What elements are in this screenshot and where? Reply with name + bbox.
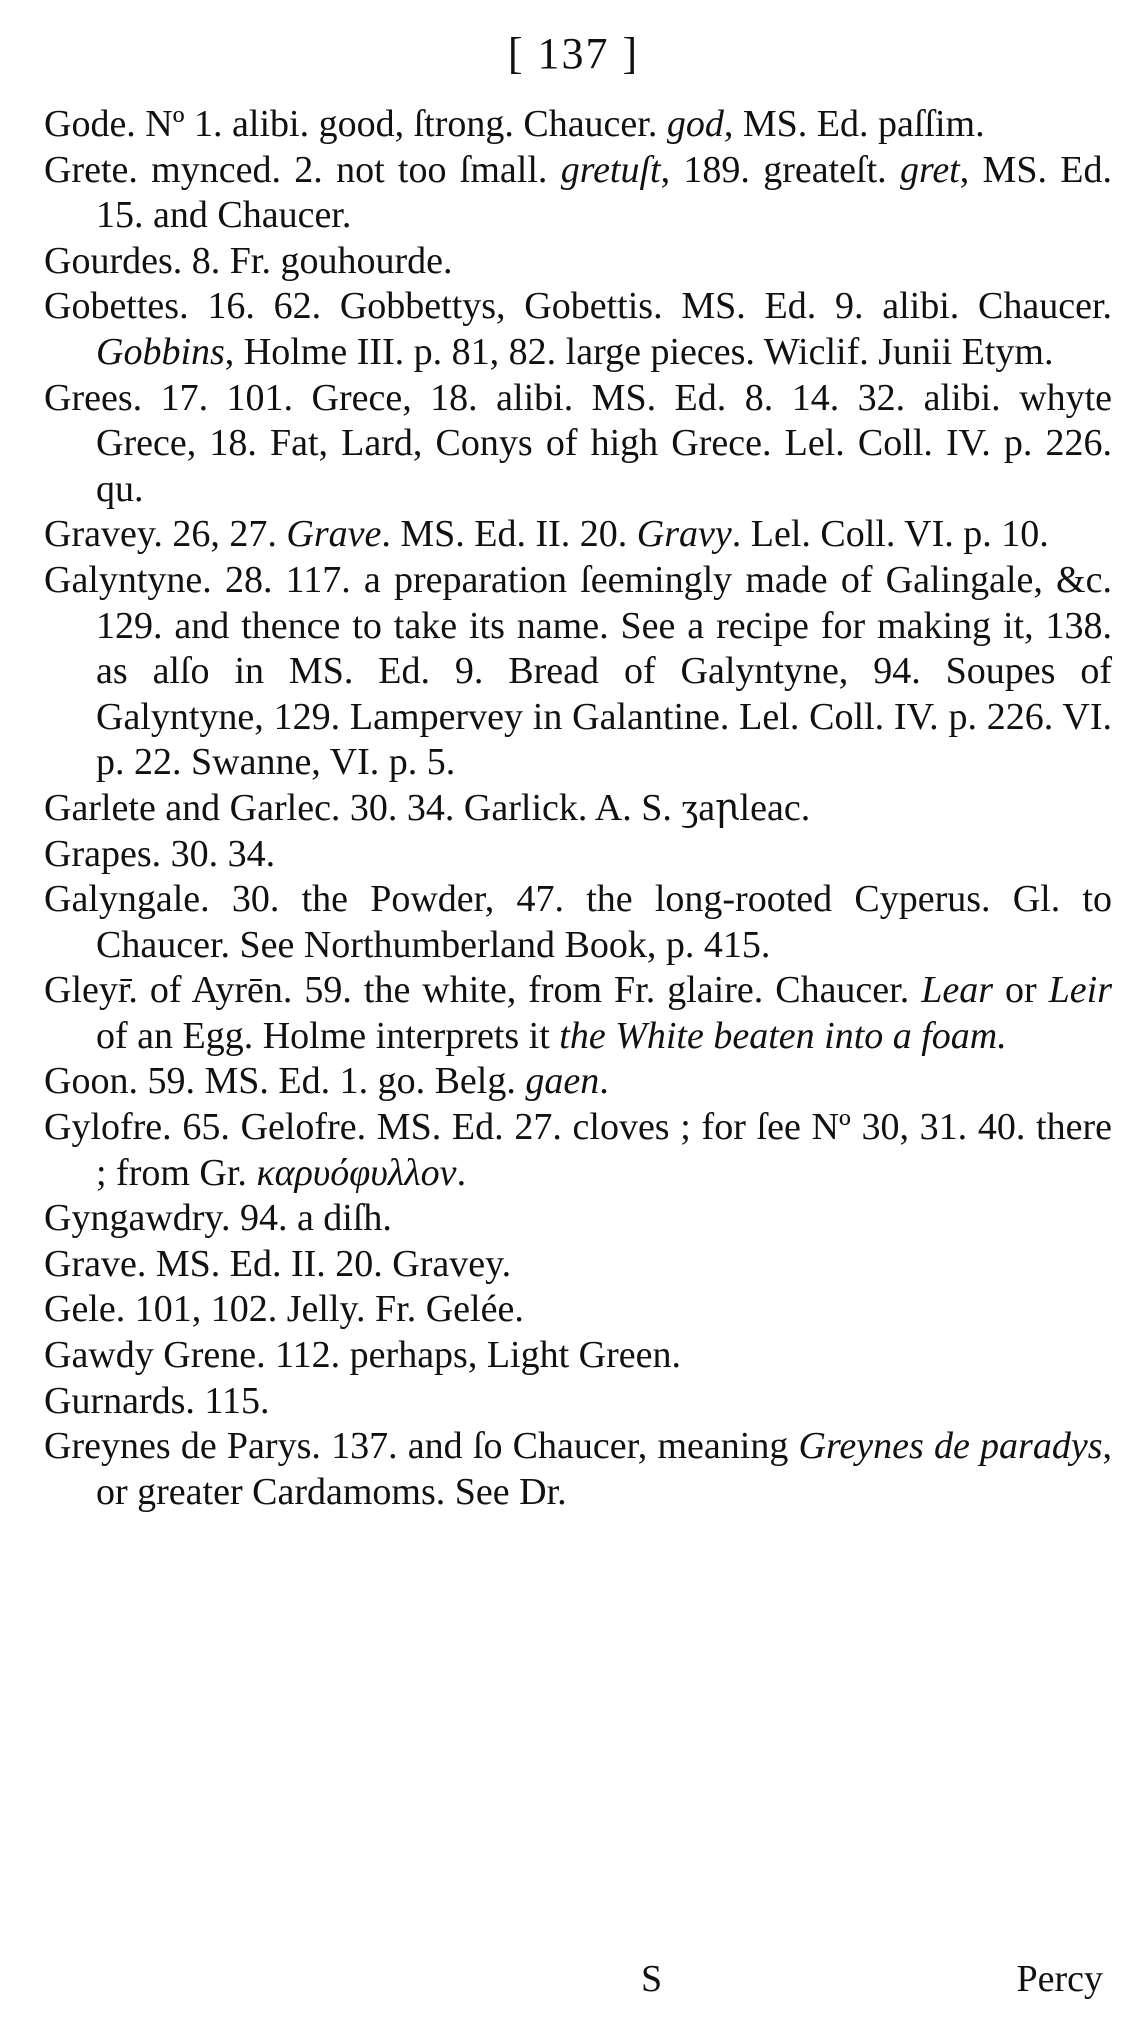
entry-text: Garlete and Garlec. 30. 34. Garlick. A. S. ʒaꞃleac. bbox=[44, 786, 811, 829]
glossary-entry bbox=[44, 148, 1112, 239]
entry-text: Gravey. 26, 27. bbox=[44, 513, 287, 556]
entry-text: Galyntyne. 28. 117. a preparation ſeemingly made of Galingale, &c. 129. and thence to take its name. See a recipe for making it, 138. as alſo in MS. Ed. 9. Bread of Galyntyne, 94. Soupes of Galyntyne, 129. Lampervey in Galantine. Lel. Coll. IV. p. 226. VI. p. 22. Swanne, VI. p. 5. bbox=[44, 558, 1112, 784]
entry-text: Gleyr̄. of Ayrēn. 59. the white, from Fr. glaire. Chaucer. bbox=[44, 969, 922, 1012]
entry-text: . MS. Ed. II. 20. bbox=[381, 513, 637, 556]
italic-term: Leir bbox=[1048, 969, 1112, 1012]
entry-text: Gyngawdry. 94. a diſh. bbox=[44, 1197, 392, 1240]
entry-text: Gobettes. 16. 62. Gobbettys, Gobettis. MS. Ed. 9. alibi. Chaucer. bbox=[44, 285, 1112, 328]
italic-term: Gobbins bbox=[96, 330, 225, 373]
italic-term: Lear bbox=[921, 969, 994, 1012]
glossary-entry bbox=[44, 376, 1112, 513]
entry-text: Gawdy Grene. 112. perhaps, Light Green. bbox=[44, 1334, 682, 1377]
glossary-entry bbox=[44, 1379, 1112, 1425]
italic-term: god bbox=[666, 103, 724, 145]
glossary-entry bbox=[44, 102, 1112, 148]
italic-term: καρυόφυλλον bbox=[256, 1151, 457, 1194]
entry-text: Galyngale. 30. the Powder, 47. the long-rooted Cyperus. Gl. to Chaucer. See Northumberland Book, p. 415. bbox=[44, 878, 1112, 966]
italic-term: Gravy bbox=[636, 513, 732, 556]
glossary-entry bbox=[44, 1287, 1112, 1333]
glossary-entry bbox=[44, 968, 1112, 1059]
entry-text: Grapes. 30. 34. bbox=[44, 832, 276, 875]
entry-text: Grave. MS. Ed. II. 20. Gravey. bbox=[44, 1242, 512, 1285]
entry-text: Grees. 17. 101. Grece, 18. alibi. MS. Ed. 8. 14. 32. alibi. whyte Grece, 18. Fat, Lard, Conys of high Grece. Lel. Coll. IV. p. 226. qu. bbox=[44, 376, 1112, 510]
glossary-entry bbox=[44, 1242, 1112, 1288]
entry-text: , MS. Ed. paſſim. bbox=[723, 103, 985, 145]
entry-text: Gurnards. 115. bbox=[44, 1379, 270, 1422]
italic-term: Grave bbox=[286, 513, 382, 556]
glossary-entry bbox=[44, 512, 1112, 558]
entry-text: Goon. 59. MS. Ed. 1. go. Belg. bbox=[44, 1060, 526, 1103]
entry-text: Gode. Nº 1. alibi. good, ſtrong. Chaucer. bbox=[44, 103, 667, 145]
italic-term: Greynes de paradys bbox=[798, 1425, 1103, 1468]
catchword: Percy bbox=[1016, 1958, 1103, 2000]
glossary-entry bbox=[44, 1196, 1112, 1242]
italic-term: the White beaten into a foam. bbox=[559, 1014, 1007, 1057]
entry-text: . bbox=[599, 1060, 609, 1103]
glossary-entry bbox=[44, 1105, 1112, 1196]
entry-text: Gourdes. 8. Fr. gouhourde. bbox=[44, 239, 453, 282]
glossary-entry bbox=[44, 832, 1112, 878]
entry-text: Gele. 101, 102. Jelly. Fr. Gelée. bbox=[44, 1288, 524, 1331]
glossary-entry bbox=[44, 284, 1112, 375]
glossary-entry bbox=[44, 558, 1112, 786]
glossary-entry bbox=[44, 1059, 1112, 1105]
glossary-entry bbox=[44, 877, 1112, 968]
italic-term: gaen bbox=[525, 1060, 600, 1103]
entry-text: , MS. Ed. 15. and Chaucer. bbox=[96, 148, 1112, 237]
glossary-entries bbox=[44, 102, 1112, 1515]
entry-text: Greynes de Parys. 137. and ſo Chaucer, meaning bbox=[44, 1425, 799, 1468]
entry-text: , Holme III. p. 81, 82. large pieces. Wiclif. Junii Etym. bbox=[224, 330, 1054, 373]
entry-text: . Lel. Coll. VI. p. 10. bbox=[731, 513, 1049, 556]
glossary-entry bbox=[44, 1424, 1112, 1515]
entry-text: , or greater Cardamoms. See Dr. bbox=[96, 1425, 1113, 1513]
entry-text: Gylofre. 65. Gelofre. MS. Ed. 27. cloves ; for ſee Nº 30, 31. 40. there ; from Gr. bbox=[44, 1106, 1112, 1194]
entry-text: or bbox=[993, 969, 1049, 1012]
glossary-entry bbox=[44, 1333, 1112, 1379]
entry-text: , 189. greateſt. bbox=[660, 148, 900, 191]
italic-term: gretuſt bbox=[560, 148, 661, 191]
entry-text: . bbox=[456, 1151, 467, 1194]
glossary-entry bbox=[44, 786, 1112, 832]
glossary-entry bbox=[44, 239, 1112, 285]
page-number: [ 137 ] bbox=[507, 29, 640, 78]
signature-mark: S bbox=[641, 1958, 663, 2000]
italic-term: gret bbox=[899, 148, 960, 191]
entry-text: Grete. mynced. 2. not too ſmall. bbox=[44, 148, 561, 191]
entry-text: of an Egg. Holme interprets it bbox=[96, 1014, 560, 1057]
